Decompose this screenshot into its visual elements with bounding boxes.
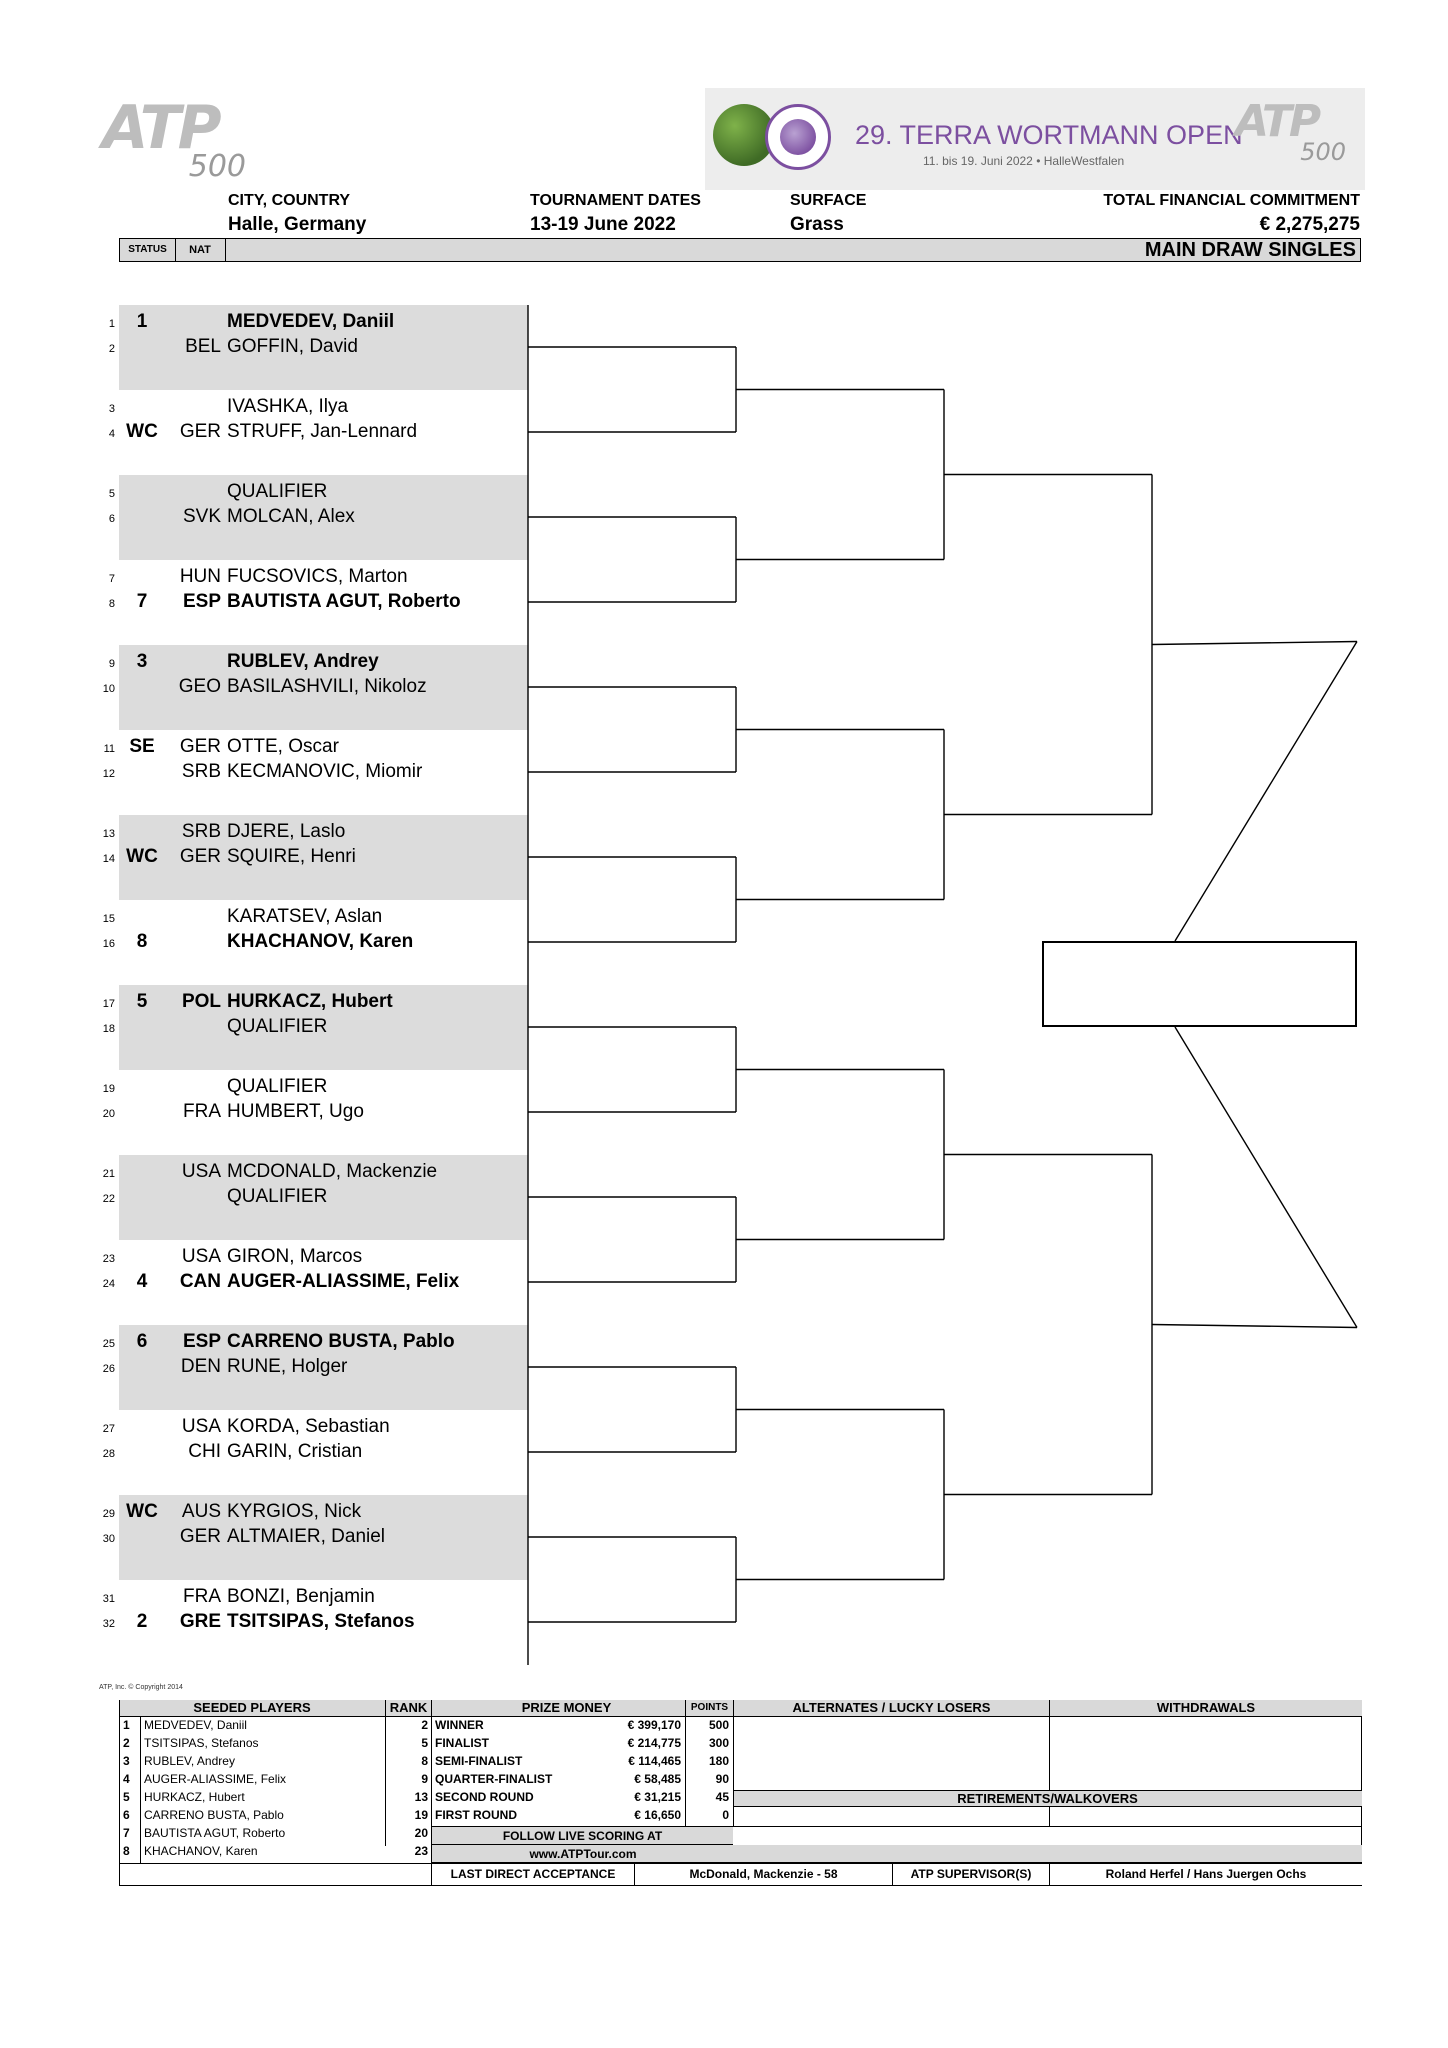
player-seed: WC xyxy=(126,1501,158,1522)
draw-position: 19 xyxy=(102,1083,115,1095)
draw-position: 24 xyxy=(102,1278,115,1290)
prize-points: 45 xyxy=(715,1790,729,1804)
player-nationality: FRA xyxy=(183,1586,221,1607)
player-nationality: GER xyxy=(179,421,221,442)
status-column-header: STATUS xyxy=(120,239,176,261)
draw-position: 9 xyxy=(108,658,115,670)
city-value: Halle, Germany xyxy=(228,214,367,235)
seed-rank: 8 xyxy=(421,1754,428,1768)
atp-tour-link[interactable]: www.ATPTour.com xyxy=(529,1847,637,1861)
player-name: QUALIFIER xyxy=(227,1186,328,1207)
draw-position: 15 xyxy=(102,913,115,925)
player-nationality: ESP xyxy=(182,1331,221,1352)
seed-number: 7 xyxy=(123,1826,130,1840)
surface-value: Grass xyxy=(790,214,844,235)
player-nationality: DEN xyxy=(180,1356,221,1377)
player-name: MCDONALD, Mackenzie xyxy=(227,1161,438,1182)
player-name: GARIN, Cristian xyxy=(227,1441,363,1462)
seed-player-name: HURKACZ, Hubert xyxy=(144,1790,245,1804)
seed-number: 6 xyxy=(123,1808,130,1822)
player-name: GOFFIN, David xyxy=(227,336,358,357)
prize-amount: € 31,215 xyxy=(634,1790,681,1804)
withdrawals-header: WITHDRAWALS xyxy=(1049,1700,1362,1717)
prize-amount: € 58,485 xyxy=(634,1772,681,1786)
final-line xyxy=(1175,1027,1357,1328)
player-nationality: POL xyxy=(181,991,221,1012)
player-seed: 7 xyxy=(136,591,148,612)
draw-position: 16 xyxy=(102,938,115,950)
atp-logo-text: ATP xyxy=(102,93,219,163)
alternates-header: ALTERNATES / LUCKY LOSERS xyxy=(733,1700,1049,1717)
supervisor-value: Roland Herfel / Hans Juergen Ochs xyxy=(1049,1863,1362,1886)
prize-points: 180 xyxy=(708,1754,729,1768)
draw-position: 2 xyxy=(108,343,115,355)
seed-rank: 13 xyxy=(414,1790,428,1804)
atp-logo-level: 500 xyxy=(1300,138,1346,166)
player-name: KARATSEV, Aslan xyxy=(227,906,383,927)
seed-rank: 23 xyxy=(414,1844,428,1858)
seed-rank: 20 xyxy=(414,1826,428,1840)
draw-position: 3 xyxy=(108,403,115,415)
dates-label: TOURNAMENT DATES xyxy=(530,192,701,209)
city-label: CITY, COUNTRY xyxy=(228,192,351,209)
draw-position: 5 xyxy=(108,488,115,500)
seed-rank: 5 xyxy=(421,1736,428,1750)
seed-rank: 19 xyxy=(414,1808,428,1822)
draw-position: 11 xyxy=(103,743,115,755)
draw-position: 6 xyxy=(108,513,115,525)
footer-table xyxy=(97,1700,1362,1886)
player-name: QUALIFIER xyxy=(227,481,328,502)
last-direct-acceptance-label: LAST DIRECT ACCEPTANCE xyxy=(431,1863,634,1886)
atp-logo-text: ATP xyxy=(1235,96,1319,147)
seed-number: 8 xyxy=(123,1844,130,1858)
draw-title: MAIN DRAW SINGLES xyxy=(1144,239,1356,261)
player-nationality: BEL xyxy=(185,336,221,357)
player-nationality: ESP xyxy=(182,591,221,612)
draw-position: 18 xyxy=(102,1023,115,1035)
player-seed: 1 xyxy=(136,311,148,332)
player-name: KYRGIOS, Nick xyxy=(227,1501,362,1522)
seed-player-name: TSITSIPAS, Stefanos xyxy=(144,1736,259,1750)
player-name: HURKACZ, Hubert xyxy=(227,991,393,1012)
player-seed: WC xyxy=(126,846,158,867)
player-name: ALTMAIER, Daniel xyxy=(227,1526,386,1547)
final-line xyxy=(1152,1325,1357,1328)
player-name: QUALIFIER xyxy=(227,1076,328,1097)
draw-position: 23 xyxy=(102,1253,115,1265)
player-nationality: HUN xyxy=(179,566,221,587)
player-nationality: GEO xyxy=(178,676,221,697)
draw-position: 22 xyxy=(102,1193,115,1205)
seed-number: 4 xyxy=(123,1772,130,1786)
seed-player-name: KHACHANOV, Karen xyxy=(144,1844,258,1858)
champion-box xyxy=(1042,941,1357,1027)
prize-points: 500 xyxy=(708,1718,729,1732)
seed-player-name: AUGER-ALIASSIME, Felix xyxy=(144,1772,287,1786)
draw-position: 13 xyxy=(102,828,115,840)
prize-round: WINNER xyxy=(435,1718,484,1732)
prize-money-header: PRIZE MONEY xyxy=(431,1700,701,1717)
seed-player-name: RUBLEV, Andrey xyxy=(144,1754,235,1768)
seed-player-name: MEDVEDEV, Daniil xyxy=(144,1718,247,1732)
player-seed: 3 xyxy=(136,651,148,672)
prize-round: SEMI-FINALIST xyxy=(435,1754,523,1768)
prize-amount: € 16,650 xyxy=(634,1808,681,1822)
seed-rank: 9 xyxy=(421,1772,428,1786)
draw-position: 1 xyxy=(108,318,115,330)
player-name: KECMANOVIC, Miomir xyxy=(227,761,423,782)
player-name: DJERE, Laslo xyxy=(227,821,346,842)
player-name: RUNE, Holger xyxy=(227,1356,348,1377)
seed-number: 1 xyxy=(123,1718,130,1732)
player-name: CARRENO BUSTA, Pablo xyxy=(227,1331,455,1352)
banner-title: 29. TERRA WORTMANN OPEN xyxy=(855,120,1243,150)
prize-amount: € 399,170 xyxy=(627,1718,681,1732)
copyright-note: ATP, Inc. © Copyright 2014 xyxy=(99,1684,183,1691)
seed-rank: 2 xyxy=(421,1718,428,1732)
player-name: BASILASHVILI, Nikoloz xyxy=(227,676,427,697)
seed-player-name: BAUTISTA AGUT, Roberto xyxy=(144,1826,286,1840)
player-name: IVASHKA, Ilya xyxy=(227,396,349,417)
player-nationality: USA xyxy=(181,1246,221,1267)
player-nationality: GER xyxy=(179,1526,221,1547)
player-nationality: CHI xyxy=(188,1441,221,1462)
player-seed: SE xyxy=(129,736,155,757)
draw-position: 10 xyxy=(102,683,115,695)
surface-label: SURFACE xyxy=(790,192,867,209)
draw-position: 32 xyxy=(102,1618,115,1630)
seed-number: 2 xyxy=(123,1736,130,1750)
nat-column-header: NAT xyxy=(175,239,226,261)
last-direct-acceptance-value: McDonald, Mackenzie - 58 xyxy=(634,1863,892,1886)
player-seed: 8 xyxy=(136,931,148,952)
player-nationality: SRB xyxy=(181,821,221,842)
player-nationality: USA xyxy=(181,1416,221,1437)
draw-position: 30 xyxy=(102,1533,115,1545)
player-seed: 2 xyxy=(136,1611,148,1632)
player-name: BONZI, Benjamin xyxy=(227,1586,375,1607)
draw-position: 25 xyxy=(102,1338,115,1350)
draw-position: 27 xyxy=(102,1423,115,1435)
player-nationality: USA xyxy=(181,1161,221,1182)
prize-round: QUARTER-FINALIST xyxy=(435,1772,553,1786)
draw-position: 7 xyxy=(108,573,115,585)
commitment-label: TOTAL FINANCIAL COMMITMENT xyxy=(1103,192,1360,209)
draw-position: 14 xyxy=(102,853,115,865)
draw-position: 20 xyxy=(102,1108,115,1120)
player-seed: 6 xyxy=(136,1331,148,1352)
seed-player-name: CARRENO BUSTA, Pablo xyxy=(144,1808,284,1822)
player-name: FUCSOVICS, Marton xyxy=(227,566,408,587)
player-name: AUGER-ALIASSIME, Felix xyxy=(227,1271,460,1292)
prize-round: FINALIST xyxy=(435,1736,489,1750)
prize-amount: € 214,775 xyxy=(627,1736,681,1750)
seed-number: 3 xyxy=(123,1754,130,1768)
dates-value: 13-19 June 2022 xyxy=(530,214,676,235)
draw-position: 28 xyxy=(102,1448,115,1460)
player-name: SQUIRE, Henri xyxy=(227,846,356,867)
draw-position: 31 xyxy=(102,1593,115,1605)
retirements-header: RETIREMENTS/WALKOVERS xyxy=(733,1790,1362,1807)
draw-position: 17 xyxy=(102,998,115,1010)
player-name: KHACHANOV, Karen xyxy=(227,931,414,952)
draw-position: 12 xyxy=(102,768,115,780)
seeded-players-header: SEEDED PLAYERS xyxy=(119,1700,385,1717)
player-nationality: GER xyxy=(179,736,221,757)
draw-position: 26 xyxy=(102,1363,115,1375)
player-name: MOLCAN, Alex xyxy=(227,506,355,527)
banner-subtitle: 11. bis 19. Juni 2022 • HalleWestfalen xyxy=(923,154,1125,168)
prize-amount: € 114,465 xyxy=(628,1754,681,1768)
player-nationality: SVK xyxy=(182,506,221,527)
draw-position: 4 xyxy=(108,428,115,440)
prize-points: 300 xyxy=(708,1736,729,1750)
prize-points: 90 xyxy=(715,1772,729,1786)
seed-number: 5 xyxy=(123,1790,130,1804)
player-seed: 5 xyxy=(136,991,148,1012)
player-nationality: SRB xyxy=(181,761,221,782)
player-name: HUMBERT, Ugo xyxy=(227,1101,364,1122)
player-nationality: CAN xyxy=(179,1271,221,1292)
player-name: STRUFF, Jan-Lennard xyxy=(227,421,418,442)
follow-scoring-url xyxy=(431,1845,1362,1863)
player-name: GIRON, Marcos xyxy=(227,1246,363,1267)
player-name: RUBLEV, Andrey xyxy=(227,651,379,672)
follow-scoring-label: FOLLOW LIVE SCORING AT xyxy=(431,1826,733,1845)
rank-header: RANK xyxy=(385,1700,431,1717)
commitment-value: € 2,275,275 xyxy=(1259,214,1360,235)
prize-round: FIRST ROUND xyxy=(435,1808,517,1822)
player-name: MEDVEDEV, Daniil xyxy=(227,311,395,332)
player-name: BAUTISTA AGUT, Roberto xyxy=(227,591,461,612)
atp-logo-level: 500 xyxy=(188,149,246,184)
draw-position: 8 xyxy=(108,598,115,610)
points-header: POINTS xyxy=(685,1700,733,1717)
player-name: TSITSIPAS, Stefanos xyxy=(227,1611,415,1632)
final-line xyxy=(1152,642,1357,645)
draw-position: 21 xyxy=(102,1168,115,1180)
player-seed: WC xyxy=(126,421,158,442)
player-name: QUALIFIER xyxy=(227,1016,328,1037)
player-nationality: AUS xyxy=(181,1501,221,1522)
player-nationality: GRE xyxy=(179,1611,221,1632)
supervisor-label: ATP SUPERVISOR(S) xyxy=(892,1863,1049,1886)
player-seed: 4 xyxy=(136,1271,148,1292)
player-name: KORDA, Sebastian xyxy=(227,1416,390,1437)
draw-position: 29 xyxy=(102,1508,115,1520)
prize-round: SECOND ROUND xyxy=(435,1790,534,1804)
player-nationality: GER xyxy=(179,846,221,867)
final-line xyxy=(1175,642,1357,942)
player-name: OTTE, Oscar xyxy=(227,736,339,757)
prize-points: 0 xyxy=(722,1808,729,1822)
player-nationality: FRA xyxy=(183,1101,221,1122)
